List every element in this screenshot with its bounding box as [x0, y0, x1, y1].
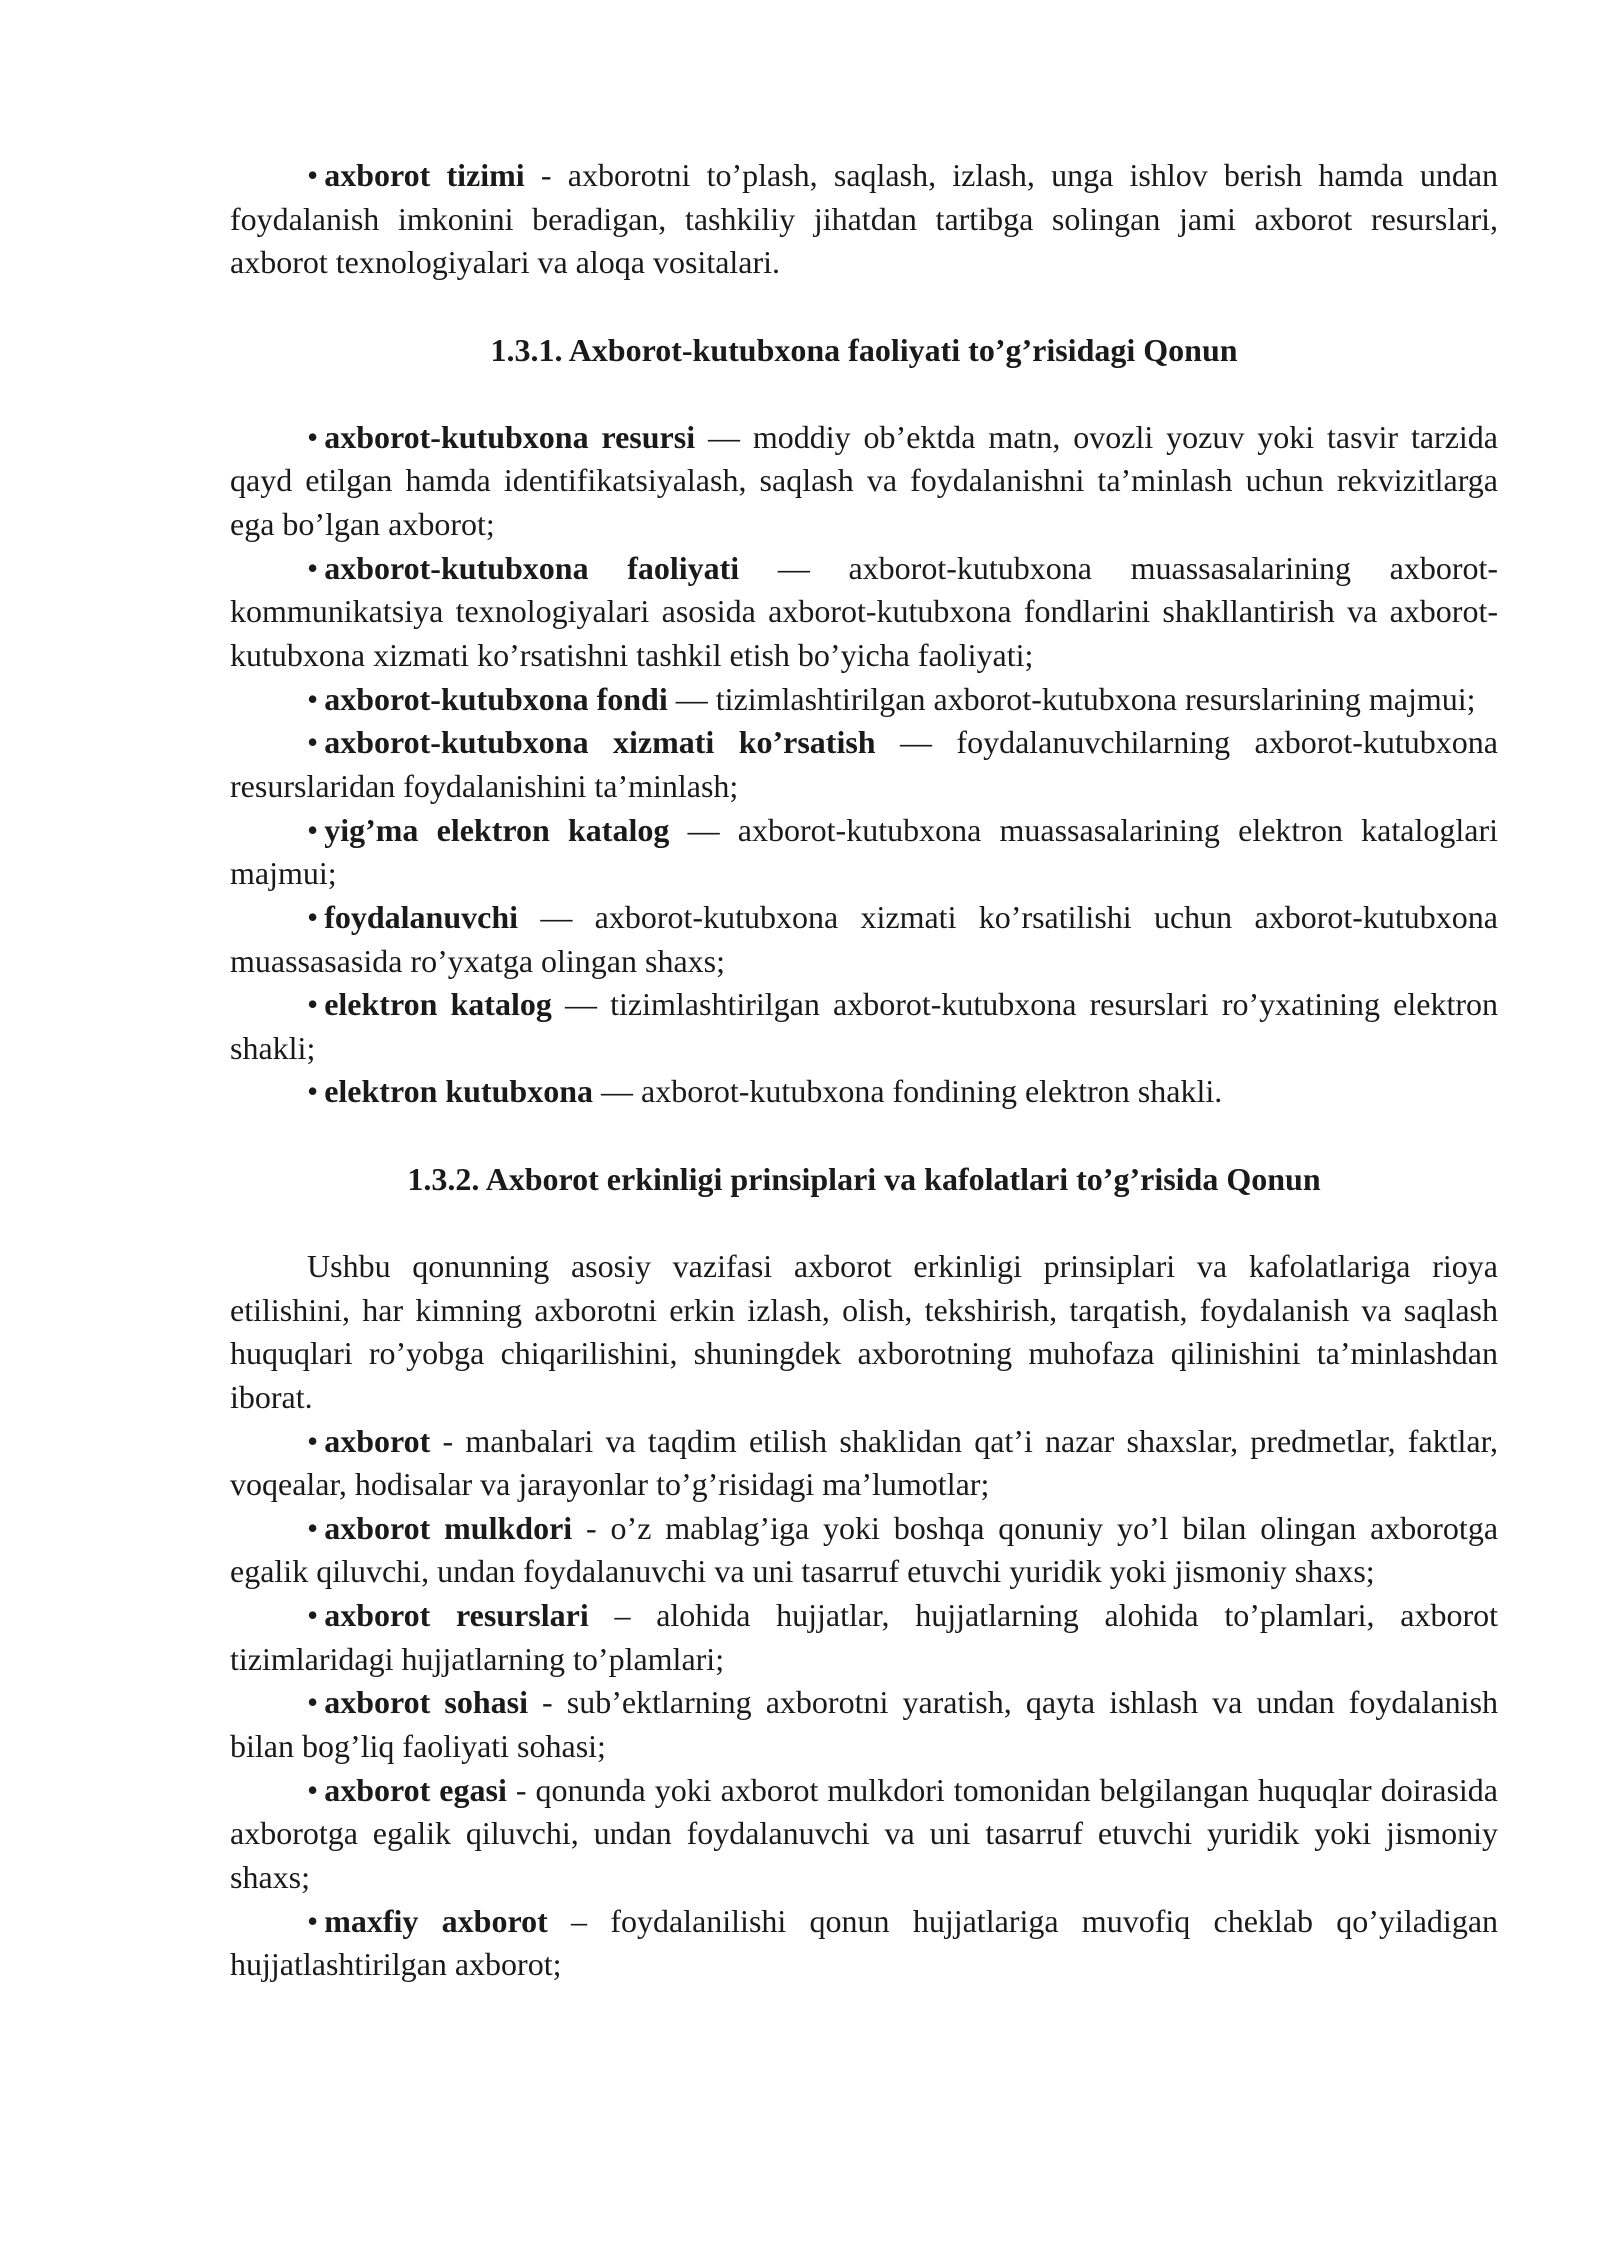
definition-item — [230, 809, 1498, 896]
separator: - — [430, 1422, 466, 1459]
term: axborot-kutubxona faoliyati — [324, 549, 740, 586]
term: axborot egasi — [324, 1771, 507, 1808]
bullet: • — [307, 1771, 319, 1808]
definition: axborot-kutubxona xizmati ko’rsatilishi uchun axborot-kutubxona muassasasida ro’yxatga olingan shaxs; — [230, 898, 1498, 979]
definition-item — [230, 1507, 1498, 1594]
term: elektron kutubxona — [324, 1073, 594, 1110]
definition-item — [230, 547, 1498, 678]
section-heading: 1.3.1. Axborot-kutubxona faoliyati to’g’risidagi Qonun — [490, 331, 1238, 368]
definition-item — [230, 1420, 1498, 1507]
definition: o’z mablag’iga yoki boshqa qonuniy yo’l bilan olingan axborotga egalik qiluvchi, undan foydalanuvchi va uni tasarruf etuvchi yuridik yoki jismoniy shaxs; — [230, 1509, 1499, 1590]
bullet: • — [307, 157, 319, 193]
term: axborot-kutubxona resursi — [324, 418, 696, 455]
bullet: • — [307, 898, 319, 935]
separator: - — [524, 157, 568, 193]
bullet: • — [307, 1597, 319, 1634]
bullet: • — [307, 986, 319, 1023]
definition-item — [230, 154, 1498, 285]
bullet: • — [307, 1902, 319, 1939]
separator: — — [695, 418, 753, 455]
term: axborot tizimi — [324, 157, 525, 193]
separator: - — [527, 1684, 567, 1721]
definition-item — [230, 1594, 1498, 1681]
intro-paragraph: Ushbu qonunning asosiy vazifasi axborot erkinligi prinsiplari va kafolatlariga rioya etilishini, har kimning axborotni erkin izlash, olish, tekshirish, tarqatish, foydalanish va saqlash huquqlari ro’yobga chiqarilishini, shuningdek axborotning muhofaza qilinishini ta’minlashdan iborat. — [230, 1247, 1498, 1415]
definition: alohida hujjatlar, hujjatlarning alohida to’plamlari, axborot tizimlaridagi hujjatlarning to’plamlari; — [230, 1597, 1499, 1677]
separator: — — [667, 680, 716, 717]
separator: – — [547, 1902, 611, 1939]
definition-item — [230, 1769, 1498, 1900]
definition: foydalanuvchilarning axborot-kutubxona resurslaridan foydalanishini ta’minlash; — [230, 724, 1498, 804]
definition-item — [230, 1681, 1498, 1768]
definition: tizimlashtirilgan axborot-kutubxona resurslari ro’yxatining elektron shakli; — [230, 986, 1499, 1066]
definition: qonunda yoki axborot mulkdori tomonidan belgilangan huquqlar doirasida axborotga egalik qiluvchi, undan foydalanuvchi va uni tasarruf etuvchi yuridik yoki jismoniy shaxs; — [230, 1771, 1499, 1895]
term: elektron katalog — [324, 986, 552, 1023]
term: axborot-kutubxona xizmati ko’rsatish — [324, 724, 876, 761]
section-heading: 1.3.2. Axborot erkinligi prinsiplari va kafolatlari to’g’risida Qonun — [407, 1160, 1321, 1197]
separator: — — [739, 549, 849, 586]
definition-item — [230, 983, 1498, 1070]
term: axborot — [324, 1422, 431, 1459]
definition-item — [230, 1900, 1498, 1987]
definition: axborot-kutubxona muassasalarining elektron kataloglari majmui; — [230, 811, 1499, 892]
term: foydalanuvchi — [324, 898, 519, 935]
definition-item — [230, 1070, 1498, 1114]
bullet: • — [307, 724, 319, 761]
term: axborot resurslari — [324, 1597, 589, 1634]
separator: - — [572, 1509, 611, 1546]
bullet: • — [307, 1509, 319, 1546]
term: axborot-kutubxona fondi — [324, 680, 668, 717]
definition: moddiy ob’ektda matn, ovozli yozuv yoki tasvir tarzida qayd etilgan hamda identifikatsiyalash, saqlash va foydalanishni ta’minlash uchun rekvizitlarga ega bo’lgan axborot; — [230, 418, 1499, 543]
bullet: • — [307, 418, 319, 455]
separator: — — [518, 898, 595, 935]
separator: — — [669, 811, 738, 848]
term: yig’ma elektron katalog — [324, 811, 670, 848]
bullet: • — [307, 1073, 319, 1110]
term: maxfiy axborot — [324, 1902, 548, 1939]
document-body — [230, 154, 1498, 1987]
definition-item — [230, 678, 1498, 722]
bullet: • — [307, 549, 319, 586]
separator: — — [875, 724, 957, 761]
separator: — — [593, 1073, 642, 1110]
definition: axborot-kutubxona muassasalarining axborot-kommunikatsiya texnologiyalari asosida axborot-kutubxona fondlarini shakllantirish va axborot-kutubxona xizmati ko’rsatishni tashkil etish bo’yicha faoliyati; — [230, 549, 1499, 674]
definition: tizimlashtirilgan axborot-kutubxona resurslarining majmui; — [715, 680, 1476, 717]
definition-item — [230, 721, 1498, 808]
definition: axborot-kutubxona fondining elektron shakli. — [641, 1073, 1223, 1110]
definition-item — [230, 896, 1498, 983]
bullet: • — [307, 1422, 319, 1459]
separator: — — [551, 986, 611, 1023]
separator: – — [588, 1597, 657, 1634]
term: axborot sohasi — [324, 1684, 528, 1721]
definition: sub’ektlarning axborotni yaratish, qayta ishlash va undan foydalanish bilan bog’liq faoliyati sohasi; — [230, 1684, 1499, 1764]
separator: - — [506, 1771, 536, 1808]
bullet: • — [307, 680, 319, 717]
bullet: • — [307, 1684, 319, 1721]
definition: foydalanilishi qonun hujjatlariga muvofiq cheklab qo’yiladigan hujjatlashtirilgan axborot; — [230, 1902, 1499, 1983]
definition-item — [230, 416, 1498, 547]
definition: manbalari va taqdim etilish shaklidan qat’i nazar shaxslar, predmetlar, faktlar, voqealar, hodisalar va jarayonlar to’g’risidagi ma’lumotlar; — [230, 1422, 1499, 1503]
term: axborot mulkdori — [324, 1509, 573, 1546]
definition: axborotni to’plash, saqlash, izlash, unga ishlov berish hamda undan foydalanish imkonini beradigan, tashkiliy jihatdan tartibga solingan jami axborot resurslari, axborot texnologiyalari va aloqa vositalari. — [230, 157, 1499, 281]
bullet: • — [307, 811, 319, 848]
